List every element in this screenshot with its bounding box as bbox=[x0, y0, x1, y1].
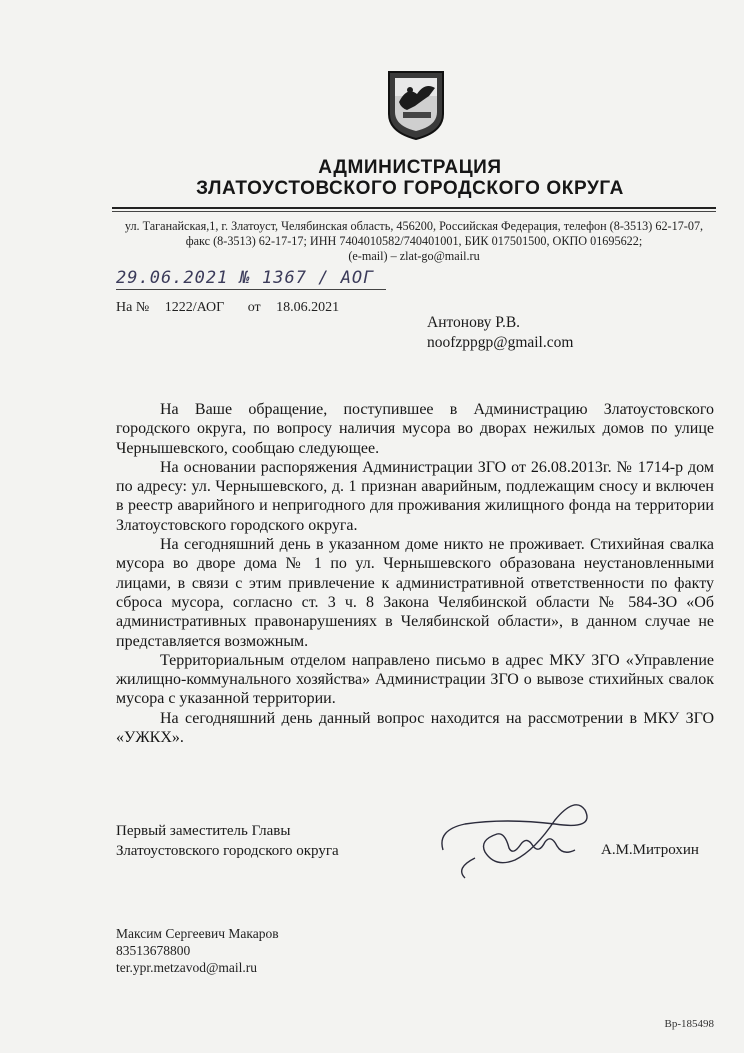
letter-body bbox=[116, 400, 714, 747]
outgoing-number-handwritten: 29.06.2021 № 1367 / АОГ bbox=[116, 268, 375, 288]
header-rule-thick bbox=[112, 207, 716, 209]
reply-number: 1222/АОГ bbox=[164, 300, 225, 315]
org-title-line2: ЗЛАТОУСТОВСКОГО ГОРОДСКОГО ОКРУГА bbox=[196, 178, 624, 199]
address-line3: (e-mail) – zlat-go@mail.ru bbox=[348, 249, 480, 263]
contact-name: Максим Сергеевич Макаров bbox=[116, 926, 279, 941]
address-line1: ул. Таганайская,1, г. Златоуст, Челябинская область, 456200, Российская Федерация, телефон (8-3513) 62-17-07, bbox=[124, 219, 704, 233]
reply-label: На № bbox=[116, 300, 150, 315]
coat-of-arms-emblem bbox=[385, 68, 447, 142]
document-number: Вр-185498 bbox=[664, 1018, 714, 1030]
contact-phone: 83513678800 bbox=[116, 943, 191, 958]
body-paragraph-3: На сегодняшний день в указанном доме никто не проживает. Стихийная свалка мусора во дворе дома № 1 по ул. Чернышевского образована неустановленными лицами, в связи с этим привлечение к административной ответственности по факту сброса мусора, согласно ст. 3 ч. 8 Закона Челябинской области № 584-ЗО «Об административных правонарушениях в Челябинской области», в данном случае не представляется возможным. bbox=[116, 536, 714, 650]
body-paragraph-5: На сегодняшний день данный вопрос находится на рассмотрении в МКУ ЗГО «УЖКХ». bbox=[116, 709, 714, 747]
reply-reference bbox=[116, 300, 339, 316]
address-line2: факс (8-3513) 62-17-17; ИНН 7404010582/740401001, БИК 017501500, ОКПО 01695622; bbox=[185, 234, 643, 248]
signatory-position-line1: Первый заместитель Главы bbox=[116, 823, 291, 839]
signatory-position bbox=[116, 822, 339, 861]
contact-block bbox=[116, 925, 279, 976]
signatory-position-line2: Златоустовского городского округа bbox=[116, 842, 339, 859]
contact-email: ter.ypr.metzavod@mail.ru bbox=[116, 960, 258, 975]
body-paragraph-1: На Ваше обращение, поступившее в Администрацию Златоустовского городского округа, по вопросу наличия мусора во дворах нежилых домов по улице Чернышевского, сообщаю следующее. bbox=[116, 401, 714, 457]
recipient-name: Антонову Р.В. bbox=[427, 314, 521, 331]
reply-date: 18.06.2021 bbox=[276, 300, 340, 315]
body-paragraph-2: На основании распоряжения Администрации ЗГО от 26.08.2013г. № 1714-р дом по адресу: ул. Чернышевского, д. 1 признан аварийным, подлежащим сносу и включен в реестр аварийного и непригодного для проживания жилищного фонда на территории Златоустовского городского округа. bbox=[116, 458, 714, 534]
handwritten-signature bbox=[435, 790, 605, 885]
reply-from-label: от bbox=[247, 300, 261, 315]
recipient-email: noofzppgp@gmail.com bbox=[427, 334, 574, 351]
org-title-line1: АДМИНИСТРАЦИЯ bbox=[318, 157, 502, 178]
recipient-block bbox=[427, 313, 573, 353]
signatory-name: А.М.Митрохин bbox=[601, 842, 699, 858]
outgoing-number-underline bbox=[116, 289, 386, 290]
header-rule-thin bbox=[112, 211, 716, 212]
body-paragraph-4: Территориальным отделом направлено письмо в адрес МКУ ЗГО «Управление жилищно-коммунального хозяйства» Администрации ЗГО о вывозе стихийных свалок мусора с указанной территории. bbox=[116, 651, 714, 708]
